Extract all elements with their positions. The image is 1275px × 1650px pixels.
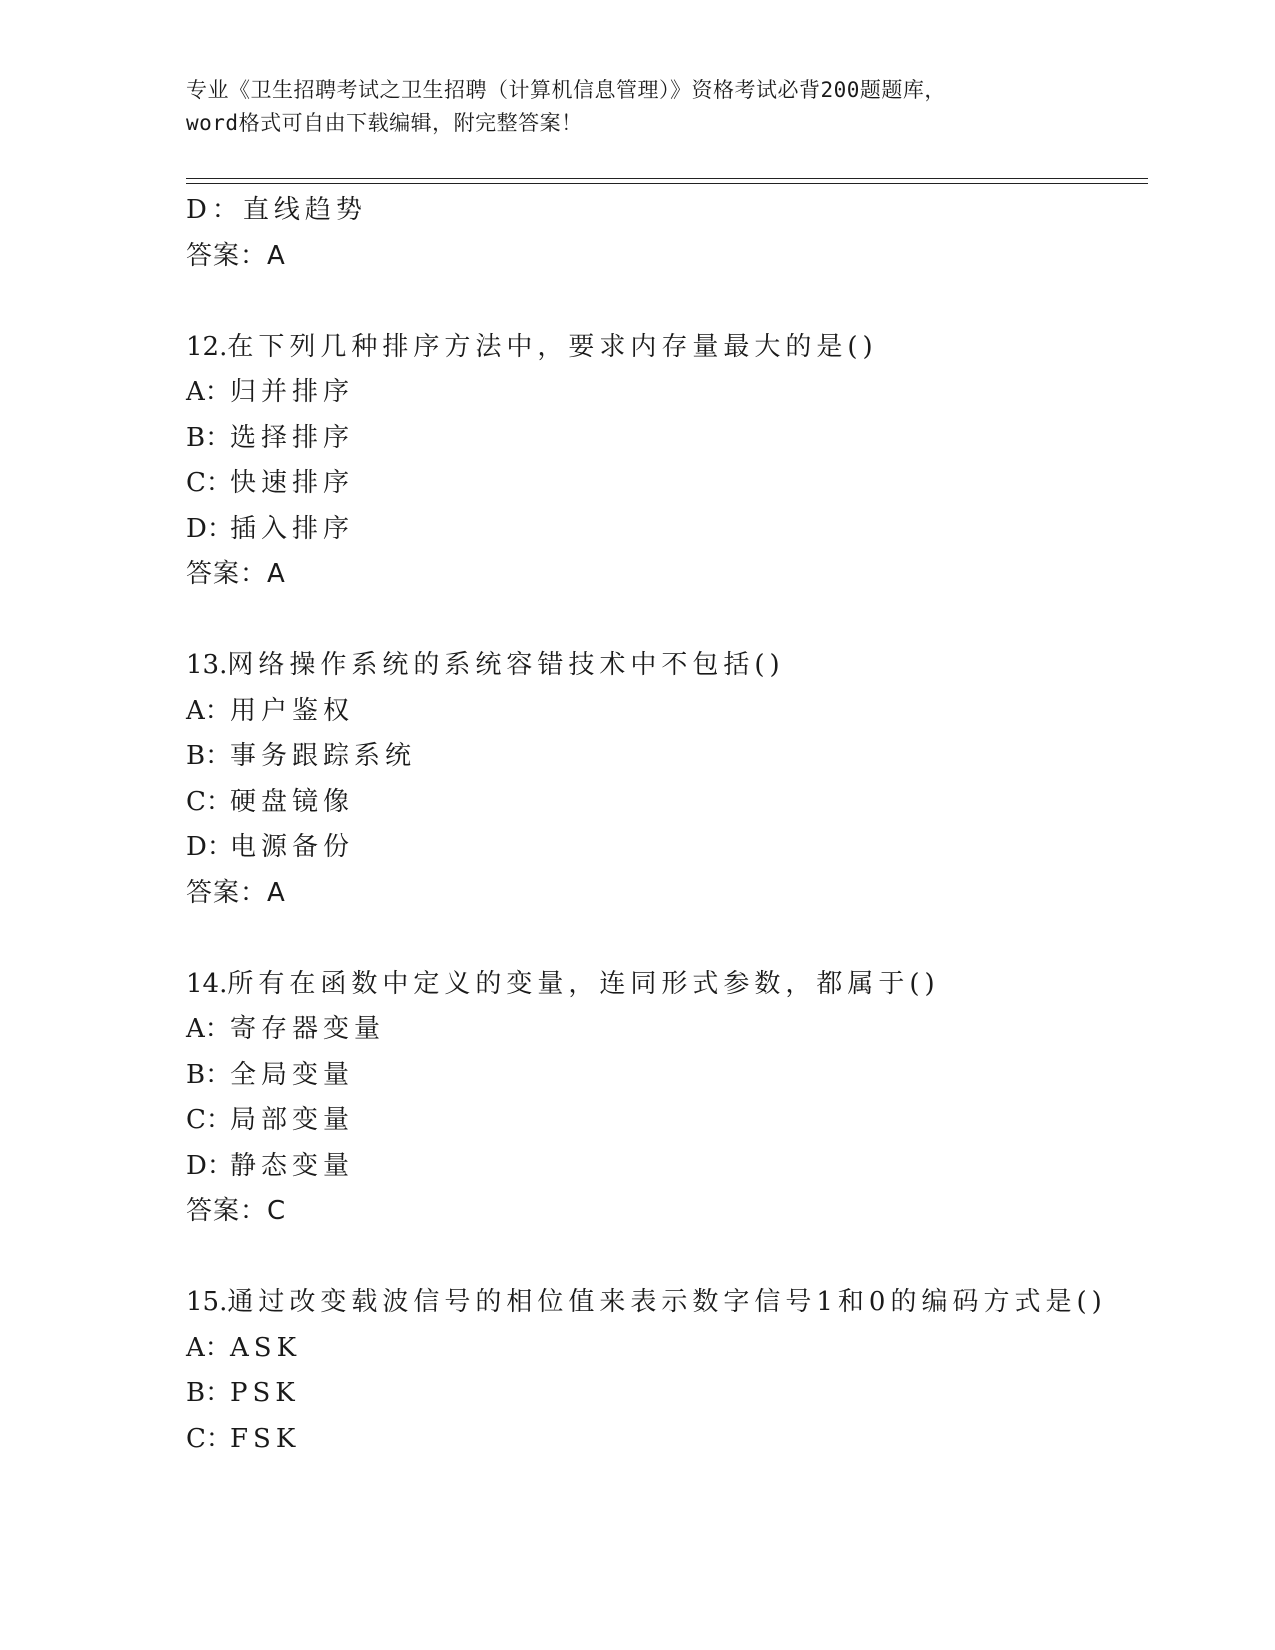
option-b [186,734,1146,780]
option-text: 局部变量 [230,1105,355,1135]
header-divider-top [186,178,1148,179]
previous-option-d: D：直线趋势 [186,195,367,225]
option-text: 寄存器变量 [230,1014,386,1044]
header-title-line-1: 专业《卫生招聘考试之卫生招聘（计算机信息管理）》资格考试必背200题题库， [186,78,946,102]
option-key: C： [186,786,232,817]
option-key: C： [186,1105,232,1135]
option-key: D： [186,513,233,544]
question-text: 所有在函数中定义的变量，连同形式参数，都属于() [227,968,940,999]
question-13-answer: 答案：A [186,877,286,908]
option-c [186,1098,1146,1144]
question-number: 13. [186,650,228,680]
option-c [186,780,1146,826]
option-text: 快速排序 [230,468,355,498]
option-text: 全局变量 [230,1059,355,1090]
option-d [186,507,1146,553]
question-14-stem [186,962,1146,1008]
option-key: B： [186,422,232,453]
question-15-stem [186,1280,1146,1326]
question-number: 14. [186,968,228,999]
option-b [186,1053,1146,1099]
option-c [186,1417,1146,1463]
option-text: FSK [230,1423,301,1454]
header-title-line-2: word格式可自由下载编辑，附完整答案！ [186,111,583,135]
option-text: 选择排序 [230,422,355,453]
option-text: PSK [230,1378,300,1408]
question-13-stem [186,643,1146,689]
option-key: C： [186,1423,232,1454]
spacer [186,1235,1146,1281]
spacer [186,598,1146,644]
header-divider-bottom [186,183,1148,184]
question-number: 12. [186,331,228,362]
option-d [186,825,1146,871]
option-b [186,416,1146,462]
option-a [186,1007,1146,1053]
option-key: A： [186,1014,231,1044]
option-c [186,461,1146,507]
option-text: ASK [230,1332,302,1363]
option-text: 用户鉴权 [230,695,355,726]
option-text: 硬盘镜像 [230,786,355,817]
option-a [186,370,1146,416]
option-key: D： [186,1150,233,1181]
spacer [186,916,1146,962]
question-text: 网络操作系统的系统容错技术中不包括() [227,650,785,680]
option-key: A： [186,695,231,726]
spacer [186,279,1146,325]
option-text: 插入排序 [230,513,355,544]
option-text: 电源备份 [230,832,355,862]
document-header [186,74,1086,140]
option-key: D： [186,832,233,862]
question-text: 在下列几种排序方法中，要求内存量最大的是() [227,331,878,362]
option-b [186,1371,1146,1417]
question-12-answer: 答案：A [186,559,286,589]
option-key: A： [186,377,231,407]
question-14-answer: 答案：C [186,1196,287,1226]
option-text: 归并排序 [230,377,355,407]
question-text: 通过改变载波信号的相位值来表示数字信号1和0的编码方式是() [227,1287,1107,1317]
option-key: B： [186,1059,232,1090]
question-12-stem [186,325,1146,371]
previous-answer: 答案：A [186,240,286,271]
option-key: C： [186,468,232,498]
option-key: A： [186,1332,231,1363]
option-a [186,689,1146,735]
question-list [186,188,1146,1462]
option-a [186,1326,1146,1372]
option-d [186,1144,1146,1190]
option-text: 事务跟踪系统 [230,741,417,771]
option-text: 静态变量 [230,1150,355,1181]
option-key: B： [186,1378,232,1408]
option-key: B： [186,741,232,771]
question-number: 15. [186,1287,228,1317]
